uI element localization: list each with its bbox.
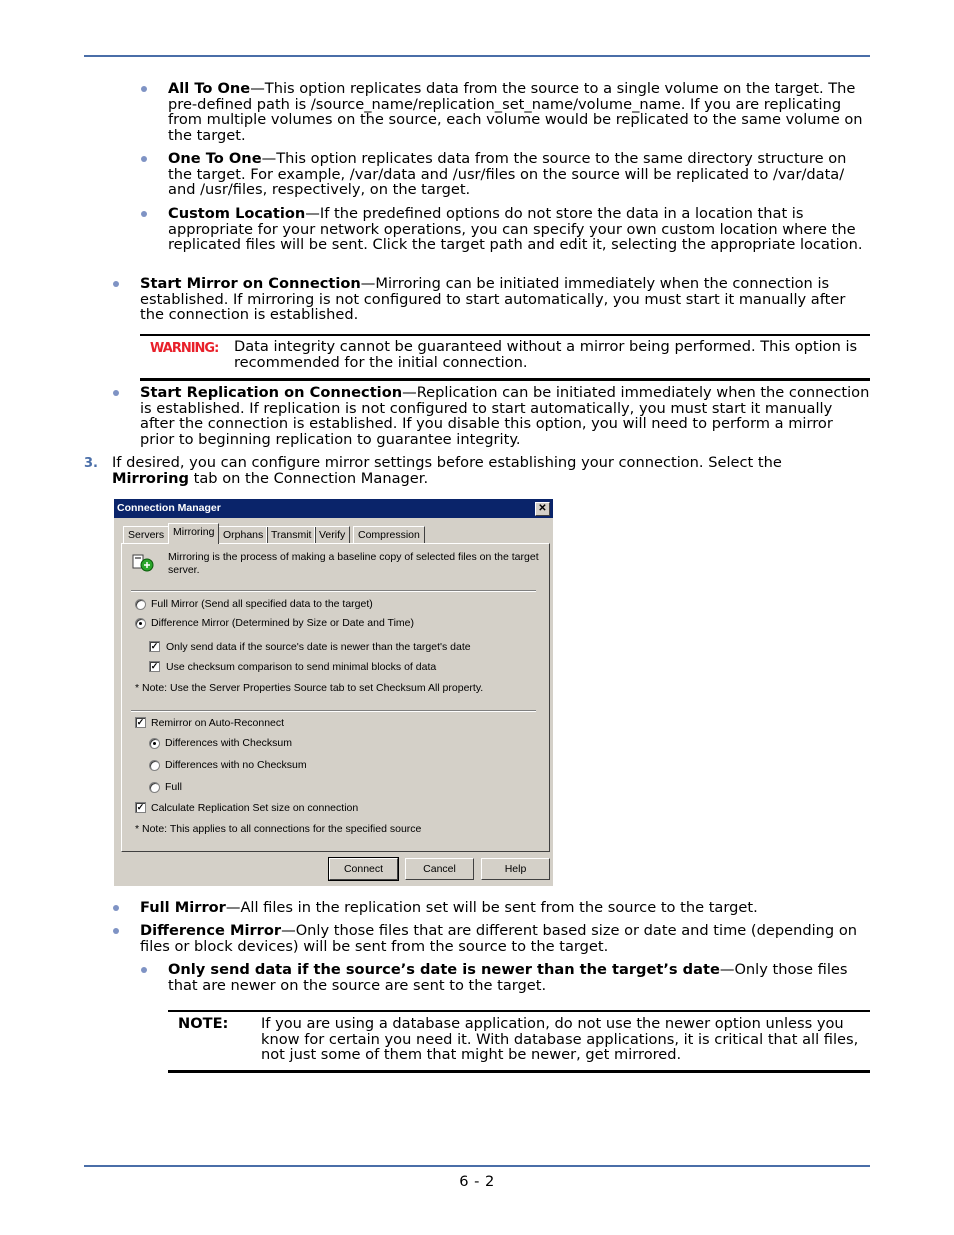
desc-all-to-one: —This option replicates data from the source to a single volume on the target. The pre-defined path is /source_name/replication_set_name/volume_name. If you are replicating from multiple volumes on the source, each volume would be replicated to the same volume on the target. — [168, 80, 863, 144]
desc-start-mirror: —Mirroring can be initiated immediately when the connection is established. If mirroring is not configured to start automatically, you must start it manually after the connection is established. — [140, 275, 846, 324]
full-label: Full — [165, 781, 182, 793]
tab-verify[interactable]: Verify — [314, 526, 350, 544]
bullet-icon — [141, 156, 147, 162]
term-difference-mirror: Difference Mirror — [140, 922, 282, 939]
desc-one-to-one: —This option replicates data from the source to the same directory structure on the target. For example, /var/data and /usr/files on the source will be replicated to /var/data/ and /usr/files, respectively, on the target. — [168, 150, 847, 199]
full-mirror-radio[interactable] — [135, 599, 146, 610]
bullet-icon — [113, 905, 119, 911]
option-all-to-one — [168, 81, 868, 143]
mirror-servers-icon — [132, 552, 156, 574]
step-3-text-after: tab on the Connection Manager. — [188, 469, 429, 487]
option-difference-mirror — [140, 923, 870, 954]
dialog-description-line1: Mirroring is the process of making a baseline copy of selected files on the target — [168, 551, 539, 563]
tab-mirroring[interactable]: Mirroring — [168, 523, 219, 544]
bullet-icon — [113, 281, 119, 287]
connections-note: * Note: This applies to all connections for the specified source — [135, 823, 422, 835]
connect-button[interactable]: Connect — [329, 858, 398, 880]
option-full-mirror — [140, 900, 870, 916]
bullet-icon — [141, 967, 147, 973]
page-number: 6 - 2 — [459, 1173, 495, 1190]
option-one-to-one — [168, 151, 868, 198]
warning-text: Data integrity cannot be guaranteed without a mirror being performed. This option is recommended for the initial connection. — [234, 338, 858, 371]
header-rule — [84, 55, 870, 57]
desc-difference-mirror: —Only those files that are different based size or date and time (depending on files or block devices) will be sent from the source to the target. — [140, 922, 857, 955]
full-mirror-label: Full Mirror (Send all specified data to the target) — [151, 598, 373, 610]
note-callout — [168, 1010, 870, 1073]
desc-only-newer: —Only those files that are newer on the source are sent to the target. — [168, 961, 848, 994]
checksum-note: * Note: Use the Server Properties Source tab to set Checksum All property. — [135, 682, 484, 694]
tab-compression[interactable]: Compression — [353, 526, 425, 544]
option-custom-location — [168, 206, 868, 253]
only-newer-checkbox[interactable]: ✓ — [150, 641, 159, 651]
desc-start-replication: —Replication can be initiated immediately when the connection is established. If replication is not configured to start automatically, you must start it manually after the connection is established. If you disable this option, you will need to perform a mirror prior to beginning replication to guarantee integrity. — [140, 384, 870, 448]
step-3-text — [112, 455, 852, 486]
dialog-title: Connection Manager — [117, 502, 221, 514]
term-full-mirror: Full Mirror — [140, 899, 226, 916]
connection-manager-dialog — [114, 499, 553, 886]
separator — [131, 590, 536, 592]
step-number: 3. — [84, 456, 98, 471]
diff-no-checksum-label: Differences with no Checksum — [165, 759, 307, 771]
only-newer-label: Only send data if the source's date is newer than the target's date — [166, 641, 471, 653]
calc-size-checkbox[interactable]: ✓ — [136, 802, 145, 812]
tab-servers[interactable]: Servers — [123, 526, 169, 544]
diff-checksum-label: Differences with Checksum — [165, 737, 293, 749]
desc-full-mirror: —All files in the replication set will be sent from the source to the target. — [225, 899, 758, 916]
tab-transmit[interactable]: Transmit — [266, 526, 316, 544]
term-start-replication: Start Replication on Connection — [140, 384, 403, 401]
remirror-label: Remirror on Auto-Reconnect — [151, 717, 285, 729]
help-button[interactable]: Help — [481, 858, 550, 880]
warning-callout — [140, 334, 870, 381]
term-custom-location: Custom Location — [168, 205, 306, 222]
dialog-description-line2: server. — [168, 564, 200, 576]
remirror-checkbox[interactable]: ✓ — [136, 717, 145, 727]
option-start-mirror — [140, 276, 870, 323]
dialog-titlebar — [114, 499, 553, 518]
bullet-icon — [113, 928, 119, 934]
close-icon[interactable]: ✕ — [535, 502, 550, 516]
difference-mirror-radio[interactable] — [135, 618, 146, 629]
difference-mirror-label: Difference Mirror (Determined by Size or Date and Time) — [151, 617, 414, 629]
term-start-mirror: Start Mirror on Connection — [140, 275, 361, 292]
use-checksum-checkbox[interactable]: ✓ — [150, 661, 159, 671]
desc-custom-location: —If the predefined options do not store the data in a location that is appropriate for your network operations, you can specify your own custom location where the replicated files will be sent. Click the target path and edit it, selecting the appropriate location. — [168, 205, 863, 254]
full-radio[interactable] — [149, 782, 160, 793]
term-only-newer: Only send data if the source’s date is newer than the target’s date — [168, 961, 720, 978]
step-3-mirroring: Mirroring — [112, 469, 189, 487]
bullet-icon — [113, 390, 119, 396]
option-start-replication — [140, 385, 870, 447]
calc-size-label: Calculate Replication Set size on connection — [151, 802, 359, 814]
bullet-icon — [141, 86, 147, 92]
diff-checksum-radio[interactable] — [149, 738, 160, 749]
option-only-newer — [168, 962, 868, 993]
use-checksum-label: Use checksum comparison to send minimal blocks of data — [166, 661, 437, 673]
note-label: NOTE: — [178, 1015, 229, 1032]
note-text: If you are using a database application, do not use the newer option unless you know for certain you need it. With database applications, it is critical that all files, not just some of them that might be newer, get mirrored. — [261, 1015, 859, 1064]
cancel-button[interactable]: Cancel — [405, 858, 474, 880]
diff-no-checksum-radio[interactable] — [149, 760, 160, 771]
bullet-icon — [141, 211, 147, 217]
term-all-to-one: All To One — [168, 80, 251, 97]
separator — [131, 710, 536, 712]
footer-rule — [84, 1165, 870, 1167]
step-3-text-before: If desired, you can configure mirror settings before establishing your connection. Select the — [112, 454, 782, 471]
term-one-to-one: One To One — [168, 150, 262, 167]
warning-label: WARNING: — [150, 341, 219, 356]
tab-orphans[interactable]: Orphans — [218, 526, 268, 544]
